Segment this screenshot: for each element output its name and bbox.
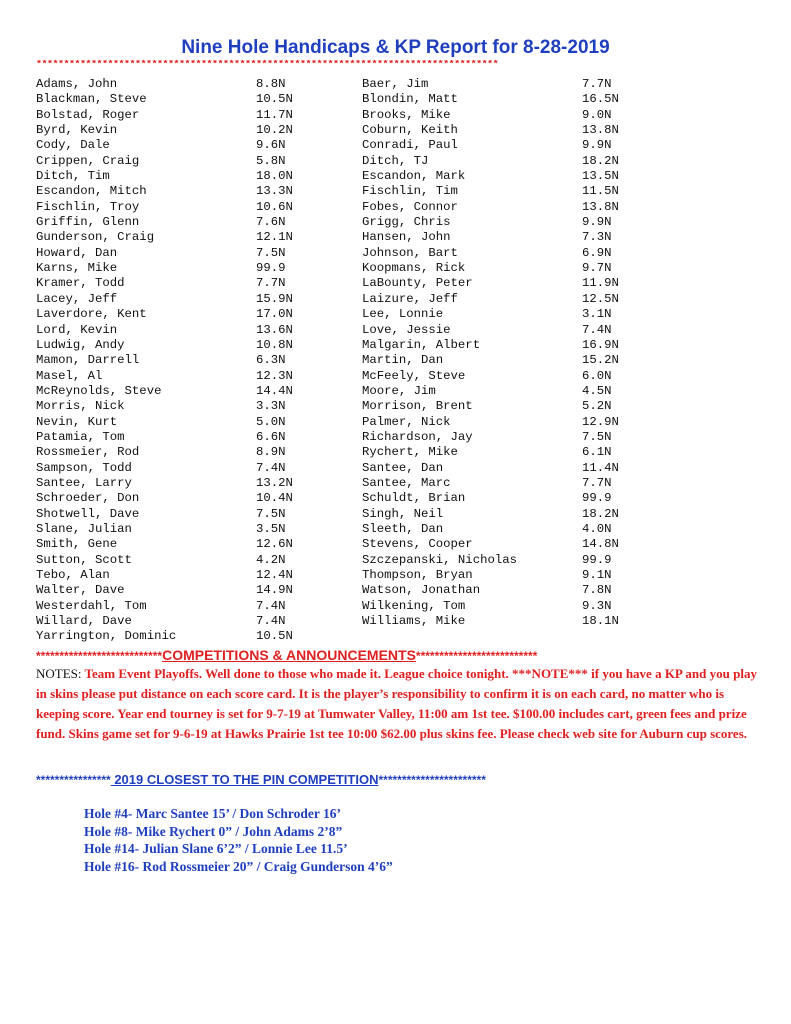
star-divider: ************************************************************************************: [36, 60, 499, 71]
player-row: [362, 598, 612, 614]
player-row: [362, 614, 619, 629]
player-handicap: 12.3N: [256, 368, 293, 383]
player-row: [362, 77, 612, 92]
player-handicap: 13.6N: [256, 322, 293, 337]
player-name: Ditch, TJ: [362, 153, 429, 168]
player-handicap: 14.9N: [256, 583, 293, 598]
player-handicap: 10.6N: [256, 199, 293, 214]
player-row: [36, 568, 293, 583]
player-row: [362, 107, 612, 123]
player-handicap: 12.1N: [256, 230, 293, 245]
player-handicap: 7.4N: [256, 460, 286, 475]
player-handicap: 11.5N: [582, 184, 619, 199]
player-row: [362, 276, 619, 291]
player-name: Koopmans, Rick: [362, 261, 466, 276]
player-name: Smith, Gene: [36, 537, 118, 552]
player-name: Santee, Dan: [362, 460, 444, 475]
player-row: [36, 506, 286, 522]
player-name: Schuldt, Brian: [362, 491, 466, 506]
player-handicap: 17.0N: [256, 307, 293, 322]
player-name: Watson, Jonathan: [362, 583, 481, 598]
player-row: [36, 276, 286, 291]
player-handicap: 5.2N: [582, 399, 612, 414]
player-handicap: 16.9N: [582, 337, 619, 352]
player-handicap: 12.5N: [582, 291, 619, 306]
player-handicap: 3.5N: [256, 521, 286, 536]
player-row: [36, 77, 286, 92]
player-name: Sampson, Todd: [36, 460, 132, 475]
player-handicap: 12.4N: [256, 568, 293, 582]
player-name: Gunderson, Craig: [36, 230, 155, 245]
player-handicap: 15.2N: [582, 353, 619, 368]
ctp-title: 2019 CLOSEST TO THE PIN COMPETITION: [110, 772, 379, 787]
player-name: Escandon, Mark: [362, 169, 466, 184]
player-handicap: 18.0N: [256, 169, 293, 184]
handicap-column-right: [362, 77, 619, 629]
player-handicap: 7.4N: [256, 598, 286, 613]
player-handicap: 18.2N: [582, 153, 619, 168]
player-row: [36, 353, 286, 368]
player-handicap: 12.9N: [582, 414, 619, 429]
player-name: Laverdore, Kent: [36, 307, 147, 322]
player-handicap: 16.5N: [582, 92, 619, 107]
player-name: Hansen, John: [362, 230, 451, 245]
player-name: Sutton, Scott: [36, 552, 132, 567]
player-handicap: 10.5N: [256, 629, 293, 644]
player-row: [362, 506, 619, 522]
player-row: [362, 583, 612, 598]
player-name: McFeely, Steve: [362, 368, 466, 383]
player-row: [36, 322, 293, 338]
player-row: [362, 184, 619, 199]
player-row: [362, 337, 619, 353]
player-row: [36, 123, 293, 138]
player-row: [362, 215, 612, 230]
player-row: [362, 322, 612, 338]
player-row: [36, 368, 293, 384]
player-row: [36, 291, 293, 307]
player-handicap: 10.4N: [256, 491, 293, 506]
player-row: [36, 429, 286, 445]
ctp-stars-right: ***********************: [378, 773, 486, 787]
player-handicap: 10.5N: [256, 92, 293, 107]
player-name: Escandon, Mitch: [36, 184, 147, 199]
player-name: Bolstad, Roger: [36, 107, 140, 122]
player-row: [362, 153, 619, 169]
player-name: Fischlin, Tim: [362, 184, 458, 199]
player-row: [36, 552, 286, 568]
player-handicap: 7.7N: [582, 77, 612, 91]
player-handicap: 7.8N: [582, 583, 612, 598]
player-handicap: 10.8N: [256, 337, 293, 352]
player-handicap: 15.9N: [256, 291, 293, 306]
player-handicap: 4.2N: [256, 552, 286, 567]
player-name: Singh, Neil: [362, 506, 444, 521]
player-handicap: 14.4N: [256, 383, 293, 398]
ctp-stars-left: ****************: [36, 773, 111, 787]
player-handicap: 13.5N: [582, 169, 619, 184]
player-handicap: 18.1N: [582, 614, 619, 629]
player-handicap: 8.9N: [256, 445, 286, 460]
player-handicap: 12.6N: [256, 537, 293, 552]
kp-hole-8: Hole #8- Mike Rychert 0” / John Adams 2’8”: [84, 823, 343, 839]
player-name: Crippen, Craig: [36, 153, 140, 168]
player-row: [362, 123, 619, 138]
player-handicap: 7.5N: [256, 506, 286, 521]
player-row: [362, 521, 612, 537]
player-row: [362, 445, 612, 460]
handicap-column-left: [36, 77, 293, 645]
kp-hole-16: Hole #16- Rod Rossmeier 20” / Craig Gunderson 4’6”: [84, 858, 393, 874]
player-row: [362, 568, 612, 583]
player-name: Johnson, Bart: [362, 245, 458, 260]
player-name: Walter, Dave: [36, 583, 125, 598]
player-row: [362, 199, 619, 215]
player-handicap: 3.3N: [256, 399, 286, 414]
player-row: [36, 475, 293, 491]
player-row: [36, 491, 293, 506]
player-name: Martin, Dan: [362, 353, 444, 368]
player-name: Westerdahl, Tom: [36, 598, 147, 613]
player-row: [36, 598, 286, 614]
player-row: [36, 107, 293, 123]
player-name: Sleeth, Dan: [362, 521, 444, 536]
player-handicap: 13.8N: [582, 199, 619, 214]
kp-hole-14: Hole #14- Julian Slane 6’2” / Lonnie Lee 11.5’: [84, 841, 348, 856]
player-name: Ditch, Tim: [36, 169, 110, 184]
player-name: Patamia, Tom: [36, 429, 125, 444]
player-row: [362, 383, 612, 399]
player-row: [36, 230, 293, 245]
player-name: Santee, Marc: [362, 475, 451, 490]
player-handicap: 6.1N: [582, 445, 612, 460]
player-handicap: 99.9: [582, 491, 612, 506]
player-name: Willard, Dave: [36, 614, 132, 629]
player-name: Nevin, Kurt: [36, 414, 118, 429]
player-name: Rychert, Mike: [362, 445, 458, 460]
player-row: [36, 215, 286, 230]
player-name: Malgarin, Albert: [362, 337, 481, 352]
player-handicap: 8.8N: [256, 77, 286, 91]
player-name: Karns, Mike: [36, 261, 118, 276]
player-handicap: 6.9N: [582, 245, 612, 260]
player-handicap: 99.9: [256, 261, 286, 276]
player-name: Moore, Jim: [362, 383, 436, 398]
player-name: Howard, Dan: [36, 245, 118, 260]
player-row: [362, 552, 612, 568]
competitions-stars-left: ***************************: [36, 649, 163, 663]
player-handicap: 11.4N: [582, 460, 619, 475]
player-row: [36, 184, 293, 199]
notes-paragraph: [36, 664, 761, 744]
player-name: Masel, Al: [36, 368, 103, 383]
player-name: Brooks, Mike: [362, 107, 451, 122]
player-name: Shotwell, Dave: [36, 506, 140, 521]
player-handicap: 99.9: [582, 552, 612, 567]
player-name: Szczepanski, Nicholas: [362, 552, 517, 567]
player-name: Cody, Dale: [36, 138, 110, 153]
player-name: Conradi, Paul: [362, 138, 458, 153]
player-row: [36, 521, 286, 537]
player-handicap: 18.2N: [582, 506, 619, 521]
player-handicap: 7.5N: [256, 245, 286, 260]
player-row: [362, 353, 619, 368]
player-row: [36, 199, 293, 215]
player-handicap: 3.1N: [582, 307, 612, 322]
player-handicap: 7.3N: [582, 230, 612, 245]
player-handicap: 14.8N: [582, 537, 619, 552]
player-handicap: 7.4N: [256, 614, 286, 629]
player-row: [362, 307, 612, 322]
player-handicap: 6.6N: [256, 429, 286, 444]
player-row: [362, 261, 612, 276]
player-row: [362, 138, 612, 153]
player-row: [36, 414, 286, 430]
player-row: [36, 629, 293, 644]
player-row: [362, 399, 612, 414]
player-name: Coburn, Keith: [362, 123, 458, 138]
player-name: Byrd, Kevin: [36, 123, 118, 138]
player-name: Rossmeier, Rod: [36, 445, 140, 460]
player-handicap: 13.2N: [256, 475, 293, 490]
player-name: Laizure, Jeff: [362, 291, 458, 306]
competitions-stars-right: **************************: [415, 649, 538, 663]
closest-to-pin-header: [36, 772, 756, 787]
player-row: [36, 399, 286, 414]
player-row: [36, 138, 286, 153]
player-row: [36, 245, 286, 261]
player-name: Stevens, Cooper: [362, 537, 473, 552]
player-name: Morrison, Brent: [362, 399, 473, 414]
player-name: Wilkening, Tom: [362, 598, 466, 613]
player-handicap: 9.0N: [582, 107, 612, 122]
competitions-header: [36, 647, 756, 663]
player-row: [362, 475, 612, 491]
notes-text: Team Event Playoffs. Well done to those who made it. League choice tonight. ***NOTE*** if you have a KP and you play in skins please put distance on each score card. It is the player’s responsibility to confirm it is on each card, no matter who is keeping score. Year end tourney is set for 9-7-19 at Tumwater Valley, 11:00 am 1st tee. $100.00 includes cart, green fees and prize fund. Skins game set for 9-6-19 at Hawks Prairie 1st tee 10:00 $62.00 plus skins fee. Please check web site for Auburn cup scores.: [36, 666, 757, 741]
closest-to-pin-list: [84, 805, 393, 875]
player-handicap: 5.0N: [256, 414, 286, 429]
player-row: [36, 460, 286, 476]
player-handicap: 4.0N: [582, 521, 612, 536]
player-name: Yarrington, Dominic: [36, 629, 177, 644]
player-name: LaBounty, Peter: [362, 276, 473, 291]
player-handicap: 6.0N: [582, 368, 612, 383]
notes-label: NOTES:: [36, 666, 82, 681]
player-name: Lee, Lonnie: [362, 307, 444, 322]
player-row: [36, 383, 293, 399]
player-handicap: 6.3N: [256, 353, 286, 368]
player-name: Lord, Kevin: [36, 322, 118, 337]
player-name: Tebo, Alan: [36, 568, 110, 582]
player-name: Santee, Larry: [36, 475, 132, 490]
player-name: Williams, Mike: [362, 614, 466, 629]
player-row: [362, 460, 619, 476]
player-handicap: 9.9N: [582, 215, 612, 230]
player-handicap: 9.3N: [582, 598, 612, 613]
player-row: [362, 368, 612, 384]
player-row: [362, 429, 612, 445]
player-row: [36, 537, 293, 552]
player-handicap: 13.3N: [256, 184, 293, 199]
player-handicap: 9.7N: [582, 261, 612, 276]
player-row: [362, 491, 612, 506]
player-row: [36, 261, 286, 276]
player-row: [362, 414, 619, 430]
player-name: Fischlin, Troy: [36, 199, 140, 214]
player-name: Lacey, Jeff: [36, 291, 118, 306]
player-name: Griffin, Glenn: [36, 215, 140, 230]
player-handicap: 5.8N: [256, 153, 286, 168]
player-name: Blackman, Steve: [36, 92, 147, 107]
player-name: Kramer, Todd: [36, 276, 125, 291]
player-name: Love, Jessie: [362, 322, 451, 337]
player-name: Palmer, Nick: [362, 414, 451, 429]
player-name: Schroeder, Don: [36, 491, 140, 506]
player-handicap: 4.5N: [582, 383, 612, 398]
player-name: Slane, Julian: [36, 521, 132, 536]
player-row: [36, 445, 286, 460]
player-name: Blondin, Matt: [362, 92, 458, 107]
player-row: [362, 537, 619, 552]
player-name: Morris, Nick: [36, 399, 125, 414]
player-handicap: 9.1N: [582, 568, 612, 582]
player-row: [36, 92, 293, 107]
player-row: [36, 307, 293, 322]
player-name: Richardson, Jay: [362, 429, 473, 444]
player-handicap: 11.7N: [256, 107, 293, 122]
player-name: Adams, John: [36, 77, 118, 91]
player-handicap: 11.9N: [582, 276, 619, 291]
player-handicap: 9.9N: [582, 138, 612, 153]
player-handicap: 10.2N: [256, 123, 293, 138]
player-handicap: 7.6N: [256, 215, 286, 230]
player-row: [362, 245, 612, 261]
player-name: Fobes, Connor: [362, 199, 458, 214]
player-row: [36, 153, 286, 169]
player-handicap: 7.7N: [256, 276, 286, 291]
player-row: [362, 169, 619, 184]
player-handicap: 13.8N: [582, 123, 619, 138]
player-row: [362, 230, 612, 245]
player-name: Grigg, Chris: [362, 215, 451, 230]
player-name: Baer, Jim: [362, 77, 429, 91]
page-title: Nine Hole Handicaps & KP Report for 8-28-2019: [181, 37, 610, 58]
player-handicap: 9.6N: [256, 138, 286, 153]
player-name: Ludwig, Andy: [36, 337, 125, 352]
player-name: McReynolds, Steve: [36, 383, 162, 398]
player-name: Thompson, Bryan: [362, 568, 473, 582]
competitions-title: COMPETITIONS & ANNOUNCEMENTS: [162, 647, 416, 663]
player-name: Mamon, Darrell: [36, 353, 140, 368]
player-handicap: 7.7N: [582, 475, 612, 490]
player-row: [36, 169, 293, 184]
player-row: [36, 337, 293, 353]
kp-hole-4: Hole #4- Marc Santee 15’ / Don Schroder 16’: [84, 806, 341, 821]
player-row: [36, 583, 293, 598]
player-row: [362, 291, 619, 307]
player-row: [362, 92, 619, 107]
player-row: [36, 614, 286, 629]
player-handicap: 7.4N: [582, 322, 612, 337]
player-handicap: 7.5N: [582, 429, 612, 444]
